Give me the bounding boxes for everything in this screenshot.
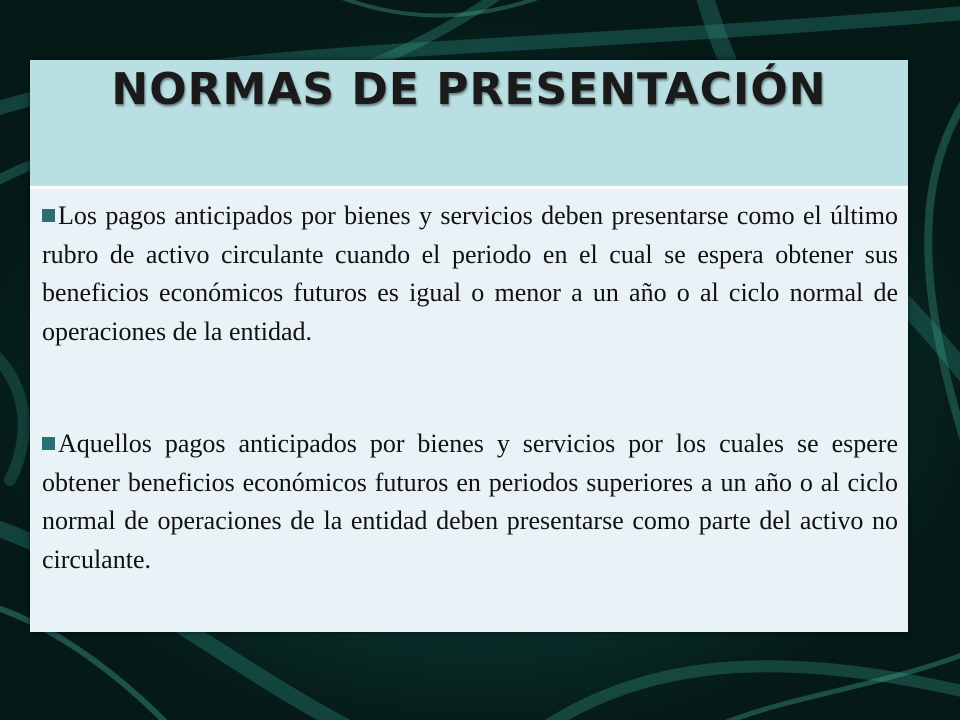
paragraph-2-text: Aquellos pagos anticipados por bienes y servicios por los cuales se espere obtener beneficios económicos futuros en periodos superiores a un año o al ciclo normal de operaciones de la entidad deben presentarse como parte del activo no circulante. — [42, 429, 898, 574]
square-bullet-icon — [42, 209, 55, 222]
square-bullet-icon — [42, 437, 55, 450]
paragraph-2 — [42, 425, 898, 579]
content-panel — [30, 60, 908, 632]
paragraph-1-text: Los pagos anticipados por bienes y servicios deben presentarse como el último rubro de activo circulante cuando el periodo en el cual se espera obtener sus beneficios económicos futuros es igual o menor a un año o al ciclo normal de operaciones de la entidad. — [42, 201, 898, 346]
paragraph-1 — [42, 197, 898, 351]
title-bar — [30, 60, 908, 186]
body-area — [30, 186, 908, 632]
slide-title: NORMAS DE PRESENTACIÓN — [111, 64, 827, 115]
